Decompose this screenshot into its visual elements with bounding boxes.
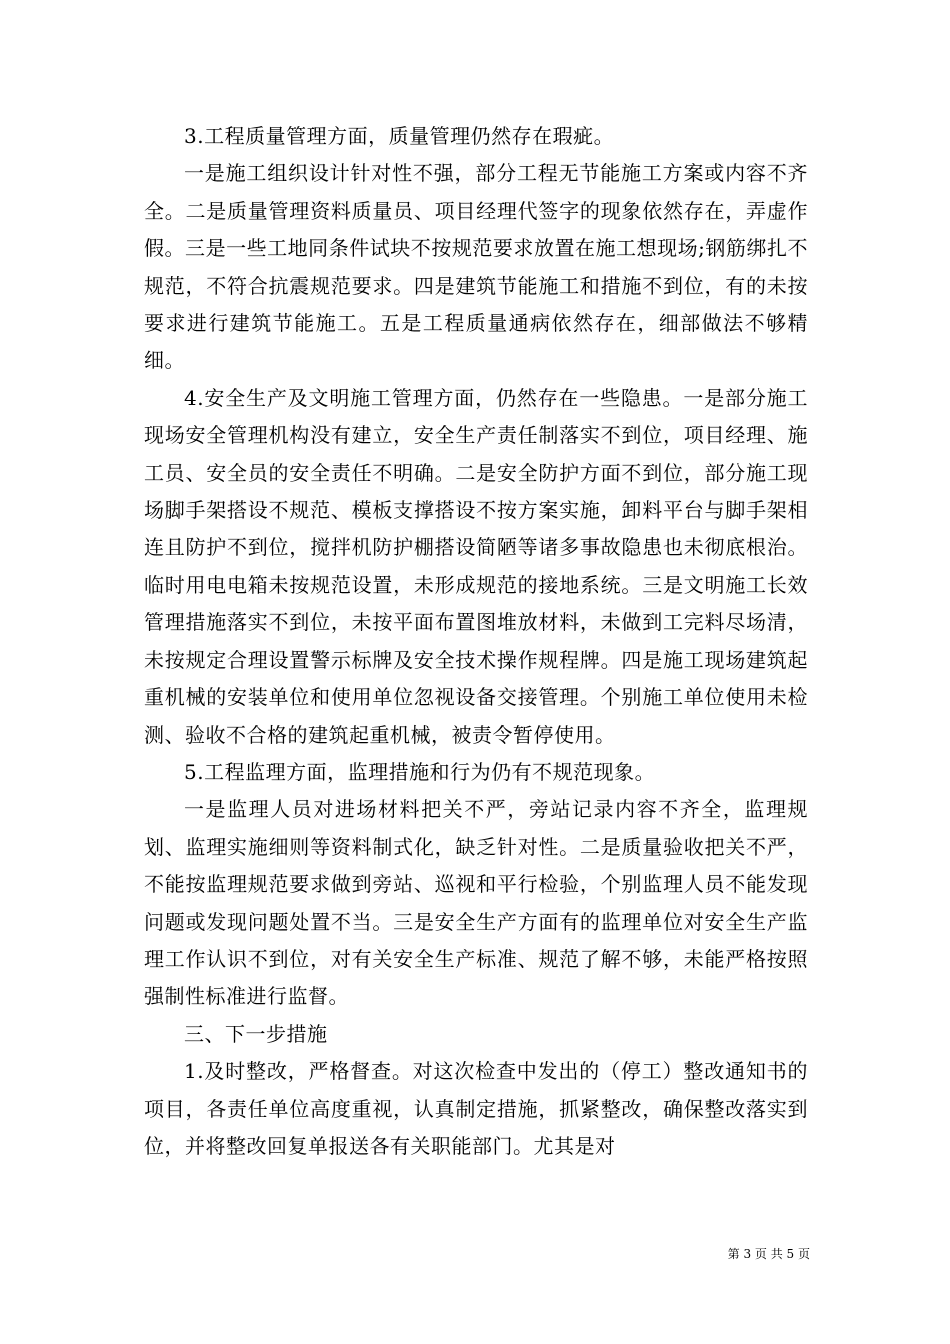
paragraph-rectification: 1.及时整改，严格督查。对这次检查中发出的（停工）整改通知书的项目，各责任单位高度重视，认真制定措施，抓紧整改，确保整改落实到位，并将整改回复单报送各有关职能部门。尤其是对 (144, 1059, 808, 1158)
document-body (144, 118, 808, 1165)
paragraph-quality-issues: 一是施工组织设计针对性不强，部分工程无节能施工方案或内容不齐全。二是质量管理资料质量员、项目经理代签字的现象依然存在，弄虚作假。三是一些工地同条件试块不按规范要求放置在施工想现场;钢筋绑扎不规范，不符合抗震规范要求。四是建筑节能施工和措施不到位，有的未按要求进行建筑节能施工。五是工程质量通病依然存在，细部做法不够精细。 (144, 161, 808, 373)
paragraph-quality-heading: 3.工程质量管理方面，质量管理仍然存在瑕疵。 (184, 124, 615, 148)
paragraph-supervision-issues: 一是监理人员对进场材料把关不严，旁站记录内容不齐全，监理规划、监理实施细则等资料制式化，缺乏针对性。二是质量验收把关不严，不能按监理规范要求做到旁站、巡视和平行检验，个别监理人员不能发现问题或发现问题处置不当。三是安全生产方面有的监理单位对安全生产监理工作认识不到位，对有关安全生产标准、规范了解不够，未能严格按照强制性标准进行监督。 (144, 797, 808, 1009)
page-number-footer: 第 3 页 共 5 页 (727, 1247, 810, 1261)
section-heading-next-steps: 三、下一步措施 (184, 1021, 328, 1046)
paragraph-safety-issues: 4.安全生产及文明施工管理方面，仍然存在一些隐患。一是部分施工现场安全管理机构没有建立，安全生产责任制落实不到位，项目经理、施工员、安全员的安全责任不明确。二是安全防护方面不到位，部分施工现场脚手架搭设不规范、模板支撑搭设不按方案实施，卸料平台与脚手架相连且防护不到位，搅拌机防护棚搭设简陋等诸多事故隐患也未彻底根治。临时用电电箱未按规范设置，未形成规范的接地系统。三是文明施工长效管理措施落实不到位，未按平面布置图堆放材料，未做到工完料尽场清，未按规定合理设置警示标牌及安全技术操作规程牌。四是施工现场建筑起重机械的安装单位和使用单位忽视设备交接管理。个别施工单位使用未检测、验收不合格的建筑起重机械，被责令暂停使用。 (144, 385, 808, 747)
paragraph-supervision-heading: 5.工程监理方面，监理措施和行为仍有不规范现象。 (184, 759, 656, 784)
